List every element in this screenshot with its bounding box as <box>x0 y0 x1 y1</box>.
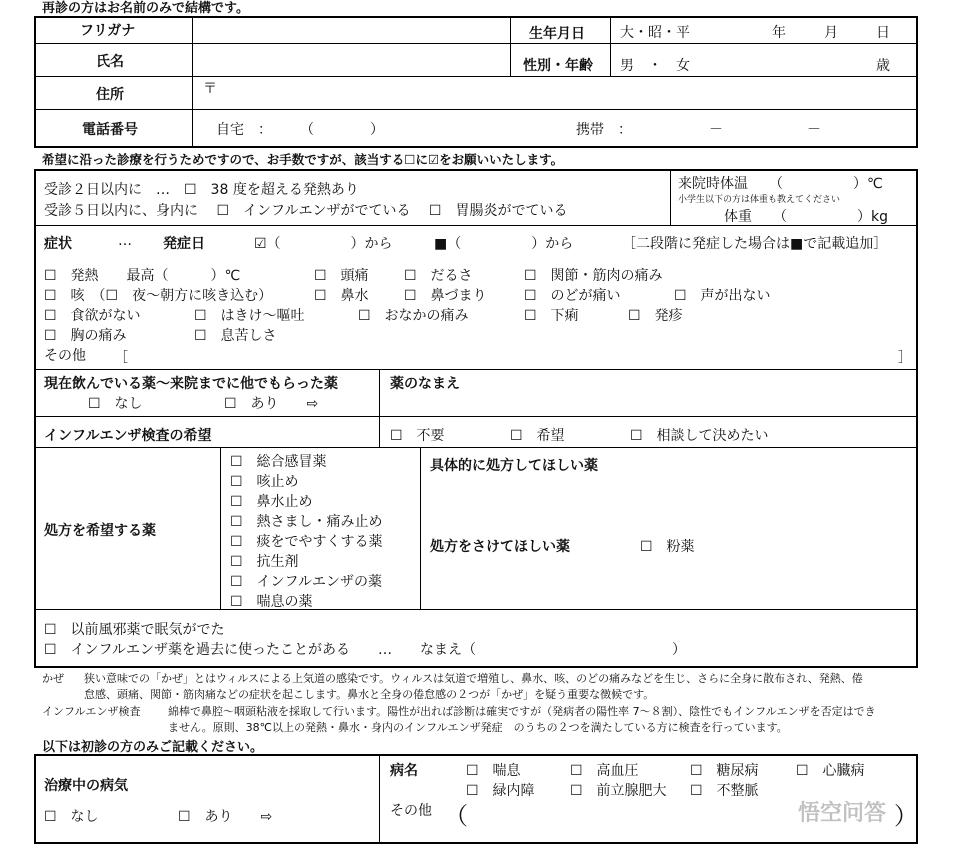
symptom-cough[interactable]: ☐ 咳 （☐ 夜～朝方に咳き込む） <box>44 288 273 304</box>
note-flu-1: 綿棒で鼻腔～咽頭粘液を採取して行います。陽性が出れば診断は確実ですが（発病者の陽性率 7～８割）、陰性でもインフルエンザを否定はでき <box>168 705 876 718</box>
temperature-note: 小学生以下の方は体重も教えてください <box>678 195 841 205</box>
postal-mark: 〒 <box>203 81 217 97</box>
treating-label: 治療中の病気 <box>44 778 128 794</box>
symptoms-label: 症状 <box>44 236 72 252</box>
sex-age-label: 性別・年齢 <box>523 58 593 74</box>
specific-rx-label: 具体的に処方してほしい薬 <box>430 458 598 474</box>
onset-date-second[interactable]: ■（ ）から <box>434 236 574 252</box>
symptom-other-field[interactable] <box>128 346 898 366</box>
disease-hypertension[interactable]: ☐ 高血圧 <box>570 763 639 779</box>
rx-flu[interactable]: ☐ インフルエンザの薬 <box>230 574 382 590</box>
current-meds-label: 現在飲んでいる薬～来院までに他でもらった薬 <box>44 376 338 392</box>
dob-year: 年 <box>772 25 786 41</box>
dob-era[interactable]: 大・昭・平 <box>620 25 690 41</box>
rx-fever-pain[interactable]: ☐ 熱さまし・痛み止め <box>230 514 383 530</box>
address-label: 住所 <box>96 87 124 103</box>
first-visit-heading: 以下は初診の方のみご記載ください。 <box>42 740 264 755</box>
prescription-label: 処方を希望する薬 <box>44 523 156 539</box>
note-flu-2: ません。原則、38℃以上の発熱・鼻水・身内のインフルエンザ発症 のうちの２つを満たしている方に検査を行っています。 <box>168 721 788 734</box>
symptom-fever[interactable]: ☐ 発熱 最高（ ）℃ <box>44 268 241 284</box>
onset-date-checked[interactable]: ☑（ ）から <box>254 236 393 252</box>
onset-date-label: 発症日 <box>163 236 205 252</box>
current-meds-none[interactable]: ☐ なし <box>88 396 143 412</box>
header-note: 再診の方はお名前のみで結構です。 <box>42 1 249 16</box>
dob-month: 月 <box>824 25 838 41</box>
dob-label: 生年月日 <box>529 26 585 42</box>
temperature-field[interactable]: 来院時体温 （ ）℃ <box>678 176 883 192</box>
note-kaze-1: 狭い意味での「かぜ」とはウィルスによる上気道の感染です。ウィルスは気道で増殖し、鼻水、咳、のどの痛みなどを生じ、さらに全身に散布され、発熱、倦 <box>84 672 863 685</box>
furigana-field[interactable] <box>193 17 509 42</box>
disease-arrhythmia[interactable]: ☐ 不整脈 <box>690 783 759 799</box>
age-unit: 歳 <box>876 58 890 74</box>
rx-cough[interactable]: ☐ 咳止め <box>230 474 299 490</box>
disease-other-label: その他 <box>390 803 432 819</box>
flu-test-yes[interactable]: ☐ 希望 <box>510 428 565 444</box>
flu-test-consult[interactable]: ☐ 相談して決めたい <box>630 428 769 444</box>
furigana-label: フリガナ <box>80 23 136 39</box>
symptom-diarrhea[interactable]: ☐ 下痢 <box>524 308 579 324</box>
disease-other-open: （ <box>444 802 468 830</box>
disease-diabetes[interactable]: ☐ 糖尿病 <box>690 763 759 779</box>
name-field[interactable] <box>193 44 509 75</box>
avoid-powder[interactable]: ☐ 粉薬 <box>640 539 695 555</box>
onset-note: ［二段階に発症した場合は■で記載追加］ <box>622 236 888 252</box>
note-kaze-2: 怠感、頭痛、関節・筋肉痛などの症状を起こします。鼻水と全身の倦怠感の２つが「かぜ」を疑う重要な徴候です。 <box>84 688 655 701</box>
current-meds-yes[interactable]: ☐ あり ⇨ <box>224 396 319 412</box>
instruction: 希望に沿った診療を行うためですので、お手数ですが、該当する☐に☑をお願いいたします。 <box>42 152 564 167</box>
weight-field[interactable]: 体重 （ ）kg <box>724 209 888 225</box>
rx-phlegm[interactable]: ☐ 痰をでやすくする薬 <box>230 534 383 550</box>
onset-fever-line[interactable]: 受診２日以内に … ☐ 38 度を超える発熱あり <box>44 182 359 198</box>
rx-runny-nose[interactable]: ☐ 鼻水止め <box>230 494 313 510</box>
note-kaze-term: かぜ <box>42 672 64 685</box>
symptom-no-voice[interactable]: ☐ 声が出ない <box>674 288 771 304</box>
rx-antibiotic[interactable]: ☐ 抗生剤 <box>230 554 299 570</box>
symptom-other-label: その他 <box>44 348 86 364</box>
symptom-rash[interactable]: ☐ 発疹 <box>628 308 683 324</box>
other-bracket-open: ［ <box>114 350 128 366</box>
disease-asthma[interactable]: ☐ 喘息 <box>466 763 521 779</box>
history-drowsy[interactable]: ☐ 以前風邪薬で眠気がでた <box>44 622 225 638</box>
history-flu-med[interactable]: ☐ インフルエンザ薬を過去に使ったことがある … なまえ（ ） <box>44 642 686 658</box>
symptom-no-appetite[interactable]: ☐ 食欲がない <box>44 308 141 324</box>
treating-yes[interactable]: ☐ あり ⇨ <box>178 809 273 825</box>
med-name-label: 薬のなまえ <box>390 376 460 392</box>
rx-asthma[interactable]: ☐ 喘息の薬 <box>230 594 313 610</box>
disease-heart[interactable]: ☐ 心臓病 <box>796 763 865 779</box>
address-field[interactable] <box>215 77 915 108</box>
symptom-nausea[interactable]: ☐ はきけ～嘔吐 <box>194 308 305 324</box>
disease-glaucoma[interactable]: ☐ 緑内障 <box>466 783 535 799</box>
symptoms-dots: … <box>118 233 132 249</box>
rx-cold-medicine[interactable]: ☐ 総合感冒薬 <box>230 454 327 470</box>
symptom-runny-nose[interactable]: ☐ 鼻水 <box>314 288 369 304</box>
home-phone-field[interactable]: 自宅 ： （ ） <box>216 122 384 138</box>
symptom-short-breath[interactable]: ☐ 息苦しさ <box>194 328 277 344</box>
symptom-headache[interactable]: ☐ 頭痛 <box>314 268 369 284</box>
flu-test-no[interactable]: ☐ 不要 <box>390 428 445 444</box>
disease-other-close: ） <box>894 802 918 830</box>
treating-none[interactable]: ☐ なし <box>44 809 99 825</box>
symptom-stuffy-nose[interactable]: ☐ 鼻づまり <box>404 288 487 304</box>
symptom-chest-pain[interactable]: ☐ 胸の痛み <box>44 328 127 344</box>
symptom-sore-throat[interactable]: ☐ のどが痛い <box>524 288 621 304</box>
disease-prostate[interactable]: ☐ 前立腺肥大 <box>570 783 667 799</box>
other-bracket-close: ］ <box>898 350 912 366</box>
med-name-field[interactable] <box>390 392 910 414</box>
note-flu-term: インフルエンザ検査 <box>42 705 141 718</box>
disease-label: 病名 <box>390 763 418 779</box>
specific-rx-field[interactable] <box>430 476 910 526</box>
dob-day: 日 <box>876 25 890 41</box>
mobile-phone-field[interactable]: 携帯 ： － － <box>576 122 821 138</box>
symptom-fatigue[interactable]: ☐ だるさ <box>404 268 473 284</box>
flu-test-label: インフルエンザ検査の希望 <box>44 428 212 444</box>
symptom-stomachache[interactable]: ☐ おなかの痛み <box>358 308 469 324</box>
watermark: 悟空问答 <box>798 801 887 826</box>
name-label: 氏名 <box>96 54 124 70</box>
phone-label: 電話番号 <box>82 122 138 138</box>
avoid-rx-label: 処方をさけてほしい薬 <box>430 539 570 555</box>
sex-options[interactable]: 男 ・ 女 <box>620 58 690 74</box>
onset-family-line[interactable]: 受診５日以内に、身内に ☐ インフルエンザがでている ☐ 胃腸炎がでている <box>44 203 568 219</box>
symptom-joint-pain[interactable]: ☐ 関節・筋肉の痛み <box>524 268 663 284</box>
